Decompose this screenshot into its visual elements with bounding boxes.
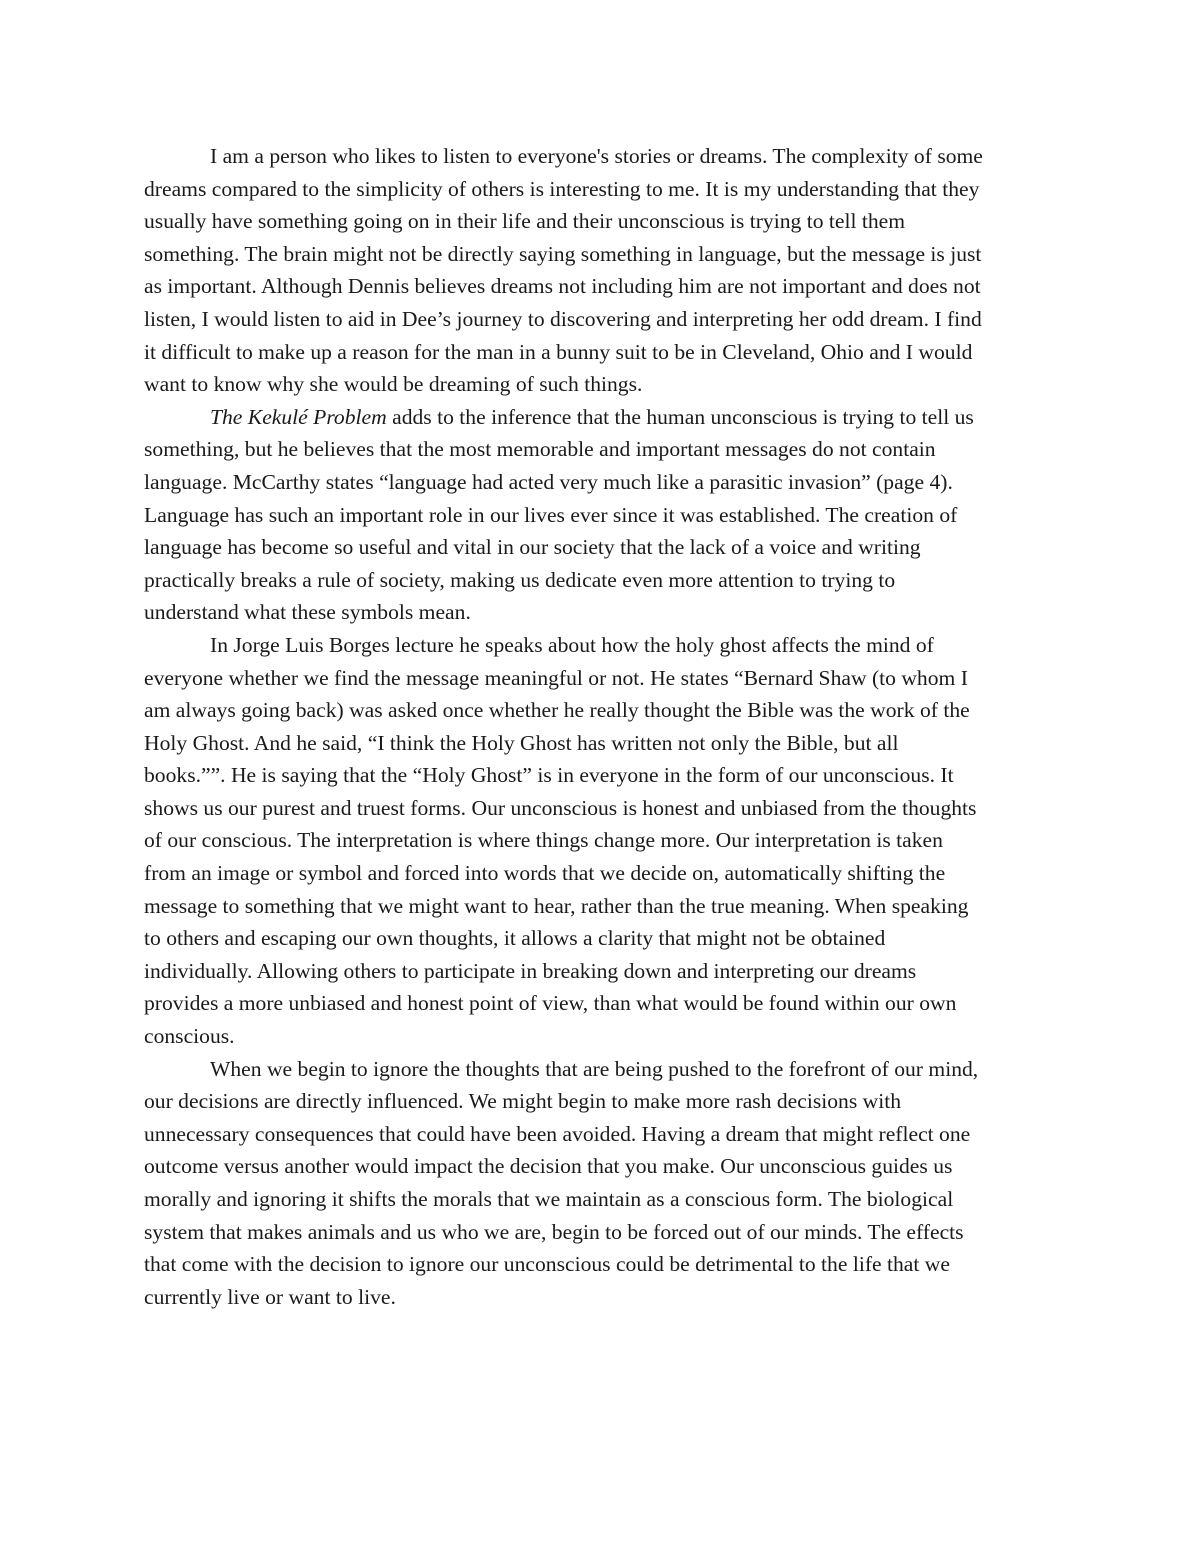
essay-body <box>144 140 1059 1313</box>
paragraph-4 <box>144 1053 1059 1314</box>
paragraph-line: books.””. He is saying that the “Holy Ghost” is in everyone in the form of our unconscious. It <box>144 763 954 788</box>
work-title: The Kekulé Problem <box>210 404 387 429</box>
paragraph-3 <box>144 629 1059 1053</box>
paragraph-line: outcome versus another would impact the decision that you make. Our unconscious guides us <box>144 1154 953 1179</box>
paragraph-line: system that makes animals and us who we are, begin to be forced out of our minds. The effects <box>144 1219 964 1244</box>
paragraph-line: message to something that we might want to hear, rather than the true meaning. When speaking <box>144 893 969 918</box>
paragraph-line: our decisions are directly influenced. We might begin to make more rash decisions with <box>144 1089 902 1114</box>
paragraph-line: currently live or want to live. <box>144 1284 396 1309</box>
paragraph-line: listen, I would listen to aid in Dee’s journey to discovering and interpreting her odd dream. I find <box>144 306 982 331</box>
paragraph-2 <box>144 401 1059 629</box>
paragraph-line: language has become so useful and vital in our society that the lack of a voice and writing <box>144 535 921 560</box>
paragraph-line: everyone whether we find the message meaningful or not. He states “Bernard Shaw (to whom I <box>144 665 968 690</box>
paragraph-line: language. McCarthy states “language had acted very much like a parasitic invasion” (page 4). <box>144 469 953 494</box>
paragraph-line: as important. Although Dennis believes dreams not including him are not important and does not <box>144 274 981 299</box>
paragraph-line: something, but he believes that the most memorable and important messages do not contain <box>144 437 936 462</box>
paragraph-line: it difficult to make up a reason for the man in a bunny suit to be in Cleveland, Ohio and I would <box>144 339 973 364</box>
paragraph-line: usually have something going on in their life and their unconscious is trying to tell them <box>144 209 906 234</box>
paragraph-line: am always going back) was asked once whether he really thought the Bible was the work of the <box>144 698 970 723</box>
paragraph-line: something. The brain might not be directly saying something in language, but the message is just <box>144 241 982 266</box>
paragraph-line: practically breaks a rule of society, making us dedicate even more attention to trying to <box>144 567 896 592</box>
paragraph-line: from an image or symbol and forced into words that we decide on, automatically shifting the <box>144 861 946 886</box>
paragraph-line: understand what these symbols mean. <box>144 600 471 625</box>
paragraph-line: Language has such an important role in our lives ever since it was established. The creation of <box>144 502 958 527</box>
paragraph-line: to others and escaping our own thoughts, it allows a clarity that might not be obtained <box>144 926 886 951</box>
paragraph-line: want to know why she would be dreaming of such things. <box>144 372 643 397</box>
paragraph-line: dreams compared to the simplicity of others is interesting to me. It is my understanding that they <box>144 176 980 201</box>
paragraph-line: conscious. <box>144 1024 235 1049</box>
paragraph-line: shows us our purest and truest forms. Our unconscious is honest and unbiased from the thoughts <box>144 795 977 820</box>
paragraph-line: Holy Ghost. And he said, “I think the Holy Ghost has written not only the Bible, but all <box>144 730 899 755</box>
paragraph-line-rest: adds to the inference that the human unconscious is trying to tell us <box>386 404 974 429</box>
paragraph-line: that come with the decision to ignore our unconscious could be detrimental to the life that we <box>144 1252 950 1277</box>
paragraph-line: morally and ignoring it shifts the morals that we maintain as a conscious form. The biological <box>144 1187 954 1211</box>
paragraph-line: I am a person who likes to listen to everyone's stories or dreams. The complexity of some <box>210 144 983 168</box>
paragraph-line: provides a more unbiased and honest point of view, than what would be found within our own <box>144 991 957 1016</box>
paragraph-line: unnecessary consequences that could have been avoided. Having a dream that might reflect one <box>144 1121 971 1146</box>
paragraph-line: individually. Allowing others to participate in breaking down and interpreting our dreams <box>144 958 917 983</box>
paragraph-line: of our conscious. The interpretation is where things change more. Our interpretation is taken <box>144 828 943 853</box>
paragraph-line: In Jorge Luis Borges lecture he speaks about how the holy ghost affects the mind of <box>210 632 934 657</box>
paragraph-1 <box>144 140 1059 401</box>
paragraph-first-line <box>144 401 1059 434</box>
paragraph-line: When we begin to ignore the thoughts that are being pushed to the forefront of our mind, <box>210 1056 979 1081</box>
